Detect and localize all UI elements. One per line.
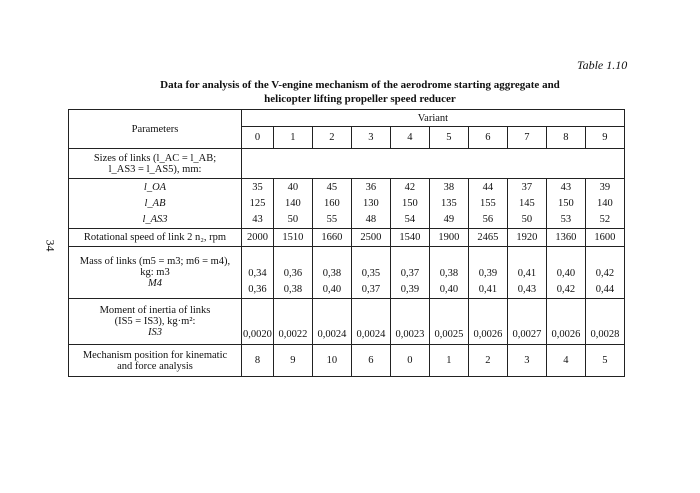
parameters-header: Parameters xyxy=(69,110,242,149)
link-size-value: 54 xyxy=(404,213,416,225)
position-row xyxy=(69,345,625,377)
mass-values-cell xyxy=(585,247,624,299)
link-size-value: 50 xyxy=(287,213,299,225)
position-label-line-2: and force analysis xyxy=(117,360,193,372)
mass-m3-value: 0,38 xyxy=(439,268,459,279)
speed-value: 1660 xyxy=(312,229,351,247)
position-value: 6 xyxy=(351,345,390,377)
sizes-values-cell xyxy=(507,179,546,229)
inertia-value: 0,0028 xyxy=(585,299,624,345)
link-size-value: 125 xyxy=(249,197,266,209)
mass-m3-value: 0,36 xyxy=(283,268,303,279)
mass-values-cell xyxy=(390,247,429,299)
inertia-value: 0,0025 xyxy=(429,299,468,345)
inertia-label-line-2: (IS5 = IS3), kg·m²: xyxy=(114,316,196,327)
inertia-value: 0,0024 xyxy=(351,299,390,345)
inertia-label-line-1: Moment of inertia of links xyxy=(99,305,211,316)
inertia-value: 0,0026 xyxy=(468,299,507,345)
mass-values-cell xyxy=(468,247,507,299)
mass-label xyxy=(69,247,242,299)
link-size-value: 37 xyxy=(521,181,533,193)
variant-number: 6 xyxy=(468,127,507,149)
mass-m3-value: 0,37 xyxy=(400,268,420,279)
variant-number: 3 xyxy=(351,127,390,149)
mass-values-cell xyxy=(242,247,274,299)
link-size-value: 140 xyxy=(597,197,613,209)
variant-number: 7 xyxy=(507,127,546,149)
inertia-row xyxy=(69,299,625,345)
link-size-value: 44 xyxy=(482,181,494,193)
sizes-label-line-1: Sizes of links (l_AC = l_AB; xyxy=(93,152,217,164)
link-size-value: 145 xyxy=(519,197,535,209)
link-size-value: 45 xyxy=(326,181,338,193)
link-size-value: 36 xyxy=(365,181,377,193)
position-value: 5 xyxy=(585,345,624,377)
mass-label-line-1: Mass of links (m5 = m3; m6 = m4), xyxy=(79,256,231,267)
link-size-value: 50 xyxy=(521,213,533,225)
mass-m4-value: 0,44 xyxy=(595,284,615,295)
mass-label-line-3: M4 xyxy=(148,278,162,289)
mass-values-cell xyxy=(429,247,468,299)
sizes-values-cell xyxy=(546,179,585,229)
link-size-value: 40 xyxy=(287,181,299,193)
data-table xyxy=(68,109,625,377)
lab-label: l_AB xyxy=(144,197,166,209)
mass-values-cell xyxy=(273,247,312,299)
page-number: 34 xyxy=(43,239,58,252)
mass-values-cell xyxy=(546,247,585,299)
inertia-value: 0,0024 xyxy=(312,299,351,345)
position-value: 4 xyxy=(546,345,585,377)
link-size-value: 52 xyxy=(599,213,611,225)
link-size-value: 35 xyxy=(252,181,263,193)
position-value: 3 xyxy=(507,345,546,377)
variant-number: 4 xyxy=(390,127,429,149)
sizes-label-line-2: l_AS3 = l_AS5), mm: xyxy=(108,163,202,175)
mass-m3-value: 0,42 xyxy=(595,268,615,279)
mass-m3-value: 0,39 xyxy=(478,268,498,279)
mass-m3-value: 0,38 xyxy=(322,268,342,279)
mass-m4-value: 0,42 xyxy=(556,284,576,295)
position-value: 0 xyxy=(390,345,429,377)
mass-m3-value: 0,35 xyxy=(361,268,381,279)
mass-label-line-2: kg: m3 xyxy=(140,267,170,278)
sizes-values-cell xyxy=(585,179,624,229)
position-value: 10 xyxy=(312,345,351,377)
variant-number: 1 xyxy=(273,127,312,149)
mass-values-cell xyxy=(312,247,351,299)
mass-m4-value: 0,38 xyxy=(283,284,303,295)
mass-m4-value: 0,40 xyxy=(439,284,459,295)
sizes-values-cell xyxy=(429,179,468,229)
mass-values-cell xyxy=(351,247,390,299)
link-size-value: 56 xyxy=(482,213,494,225)
link-size-value: 53 xyxy=(560,213,572,225)
sizes-label xyxy=(69,149,242,179)
link-size-value: 160 xyxy=(324,197,340,209)
mass-m4-value: 0,39 xyxy=(400,284,420,295)
mass-m3-value: 0,40 xyxy=(556,268,576,279)
sizes-values-cell xyxy=(273,179,312,229)
inertia-label-line-3: IS3 xyxy=(148,327,162,338)
speed-value: 1900 xyxy=(429,229,468,247)
position-value: 2 xyxy=(468,345,507,377)
link-size-value: 150 xyxy=(402,197,418,209)
table-title xyxy=(80,78,640,106)
speed-value: 1510 xyxy=(273,229,312,247)
speed-value: 1360 xyxy=(546,229,585,247)
link-length-labels xyxy=(69,179,242,229)
title-line-2: helicopter lifting propeller speed reducer xyxy=(264,93,456,105)
link-size-value: 38 xyxy=(443,181,455,193)
variant-number: 9 xyxy=(585,127,624,149)
speed-value: 2500 xyxy=(351,229,390,247)
las3-label: l_AS3 xyxy=(142,213,168,225)
mass-m4-value: 0,41 xyxy=(478,284,498,295)
inertia-value: 0,0022 xyxy=(273,299,312,345)
mass-m4-value: 0,40 xyxy=(322,284,342,295)
sizes-values-cell xyxy=(468,179,507,229)
variant-number: 5 xyxy=(429,127,468,149)
link-size-value: 135 xyxy=(441,197,457,209)
variant-number: 2 xyxy=(312,127,351,149)
mass-m4-value: 0,36 xyxy=(248,284,267,295)
speed-value: 2000 xyxy=(242,229,274,247)
sizes-values-cell xyxy=(351,179,390,229)
position-label xyxy=(69,345,242,377)
speed-value: 1540 xyxy=(390,229,429,247)
mass-values-cell xyxy=(507,247,546,299)
link-size-value: 140 xyxy=(285,197,301,209)
mass-m3-value: 0,41 xyxy=(517,268,537,279)
inertia-value: 0,0020 xyxy=(242,299,274,345)
variant-header: Variant xyxy=(242,110,625,127)
link-size-value: 155 xyxy=(480,197,496,209)
link-size-value: 150 xyxy=(558,197,574,209)
link-size-value: 49 xyxy=(443,213,455,225)
link-size-value: 39 xyxy=(599,181,611,193)
link-size-value: 42 xyxy=(404,181,416,193)
position-value: 1 xyxy=(429,345,468,377)
mass-m3-value: 0,34 xyxy=(248,268,267,279)
position-value: 9 xyxy=(273,345,312,377)
sizes-values-cell xyxy=(312,179,351,229)
inertia-value: 0,0026 xyxy=(546,299,585,345)
inertia-value: 0,0027 xyxy=(507,299,546,345)
speed-row xyxy=(69,229,625,247)
link-size-value: 48 xyxy=(365,213,377,225)
speed-value: 1920 xyxy=(507,229,546,247)
position-value: 8 xyxy=(242,345,274,377)
link-size-value: 55 xyxy=(326,213,338,225)
variant-number: 0 xyxy=(242,127,274,149)
link-size-value: 130 xyxy=(363,197,379,209)
title-line-1: Data for analysis of the V-engine mechanism of the aerodrome starting aggregate and xyxy=(160,79,560,91)
variant-number: 8 xyxy=(546,127,585,149)
inertia-label xyxy=(69,299,242,345)
sizes-values-cell xyxy=(390,179,429,229)
table-label: Table 1.10 xyxy=(577,58,628,72)
speed-value: 1600 xyxy=(585,229,624,247)
mass-m4-value: 0,43 xyxy=(517,284,537,295)
sizes-values-cell xyxy=(242,179,274,229)
inertia-value: 0,0023 xyxy=(390,299,429,345)
mass-m4-value: 0,37 xyxy=(361,284,381,295)
loa-label: l_OA xyxy=(143,181,167,193)
link-size-value: 43 xyxy=(252,213,263,225)
speed-label: Rotational speed of link 2 n₂, rpm xyxy=(69,229,242,247)
speed-value: 2465 xyxy=(468,229,507,247)
position-label-line-1: Mechanism position for kinematic xyxy=(82,349,228,361)
link-size-value: 43 xyxy=(560,181,572,193)
